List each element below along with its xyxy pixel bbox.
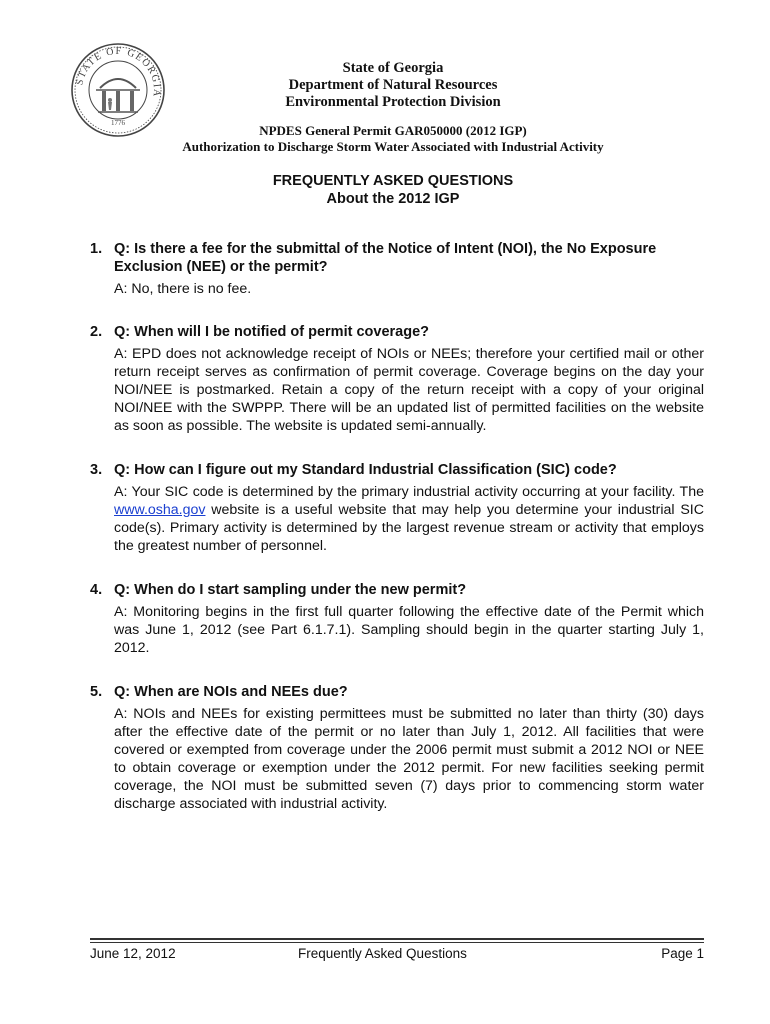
faq-list (90, 240, 704, 838)
faq-item-4 (90, 581, 704, 657)
faq-question: Q: When are NOIs and NEEs due? (114, 684, 348, 700)
faq-number: 2. (90, 324, 103, 340)
seal-year: 1776 (111, 119, 125, 127)
faq-number: 3. (90, 462, 103, 478)
faq-answer: A: No, there is no fee. (114, 281, 252, 297)
footer-divider-thin (90, 942, 704, 943)
faq-answer-text: A: Your SIC code is determined by the primary industrial activity occurring at your facility. The (114, 484, 704, 500)
faq-question: Q: When will I be notified of permit coverage? (114, 324, 429, 340)
header-division: Environmental Protection Division (285, 94, 501, 110)
page-title (160, 172, 626, 208)
faq-answer: A: Monitoring begins in the first full quarter following the effective date of the Permit which was June 1, 2012 (see Part 6.1.7.1). Sampling should begin in the quarter starting July 1, 2012. (114, 604, 704, 656)
faq-item-1 (90, 240, 704, 298)
footer-divider (90, 938, 704, 940)
header-authorization: Authorization to Discharge Storm Water Associated with Industrial Activity (182, 139, 604, 154)
faq-answer (114, 483, 704, 555)
document-header (160, 60, 626, 155)
faq-item-2 (90, 323, 704, 435)
title-line-2: About the 2012 IGP (326, 191, 460, 207)
state-seal-icon (70, 42, 166, 138)
faq-answer: A: EPD does not acknowledge receipt of NOIs or NEEs; therefore your certified mail or other return receipt serves as confirmation of permit coverage. Coverage begins on the day your NOI/NEE is postmarked. Retain a copy of the return receipt with a copy of your original NOI/NEE with the SWPPP. There will be an updated list of permitted facilities on the website as soon as possible. The website is updated semi-annually. (114, 346, 704, 434)
footer-title: Frequently Asked Questions (298, 946, 467, 961)
faq-number: 5. (90, 684, 103, 700)
faq-question: Q: How can I figure out my Standard Industrial Classification (SIC) code? (114, 462, 617, 478)
osha-link[interactable]: www.osha.gov (114, 502, 206, 518)
faq-question: Q: Is there a fee for the submittal of the Notice of Intent (NOI), the No Exposure Exclusion (NEE) or the permit? (114, 241, 657, 275)
faq-item-3 (90, 461, 704, 555)
footer-page-number: Page 1 (661, 946, 704, 961)
title-line-1: FREQUENTLY ASKED QUESTIONS (272, 173, 514, 189)
header-permit: NPDES General Permit GAR050000 (2012 IGP) (259, 123, 527, 138)
header-department: Department of Natural Resources (288, 77, 498, 93)
faq-question: Q: When do I start sampling under the new permit? (114, 582, 467, 598)
faq-answer-text: website is a useful website that may help you determine your industrial SIC code(s). Primary activity is determined by the largest revenue stream or activity that employs the greatest number of personnel. (114, 502, 704, 554)
header-state: State of Georgia (342, 60, 444, 76)
faq-item-5 (90, 683, 704, 813)
faq-number: 4. (90, 582, 103, 598)
footer-date: June 12, 2012 (90, 946, 176, 961)
seal-ring-text: STATE OF GEORGIA (74, 45, 163, 99)
faq-number: 1. (90, 241, 103, 257)
faq-answer: A: NOIs and NEEs for existing permittees must be submitted no later than thirty (30) days after the effective date of the permit or no later than July 1, 2012. All facilities that were covered or exempted from coverage under the 2006 permit must submit a 2012 NOI or NEE to obtain coverage or exemption under the 2012 permit. For new facilities seeking permit coverage, the NOI must be submitted seven (7) days prior to commencing storm water discharge associated with industrial activity. (114, 706, 704, 812)
